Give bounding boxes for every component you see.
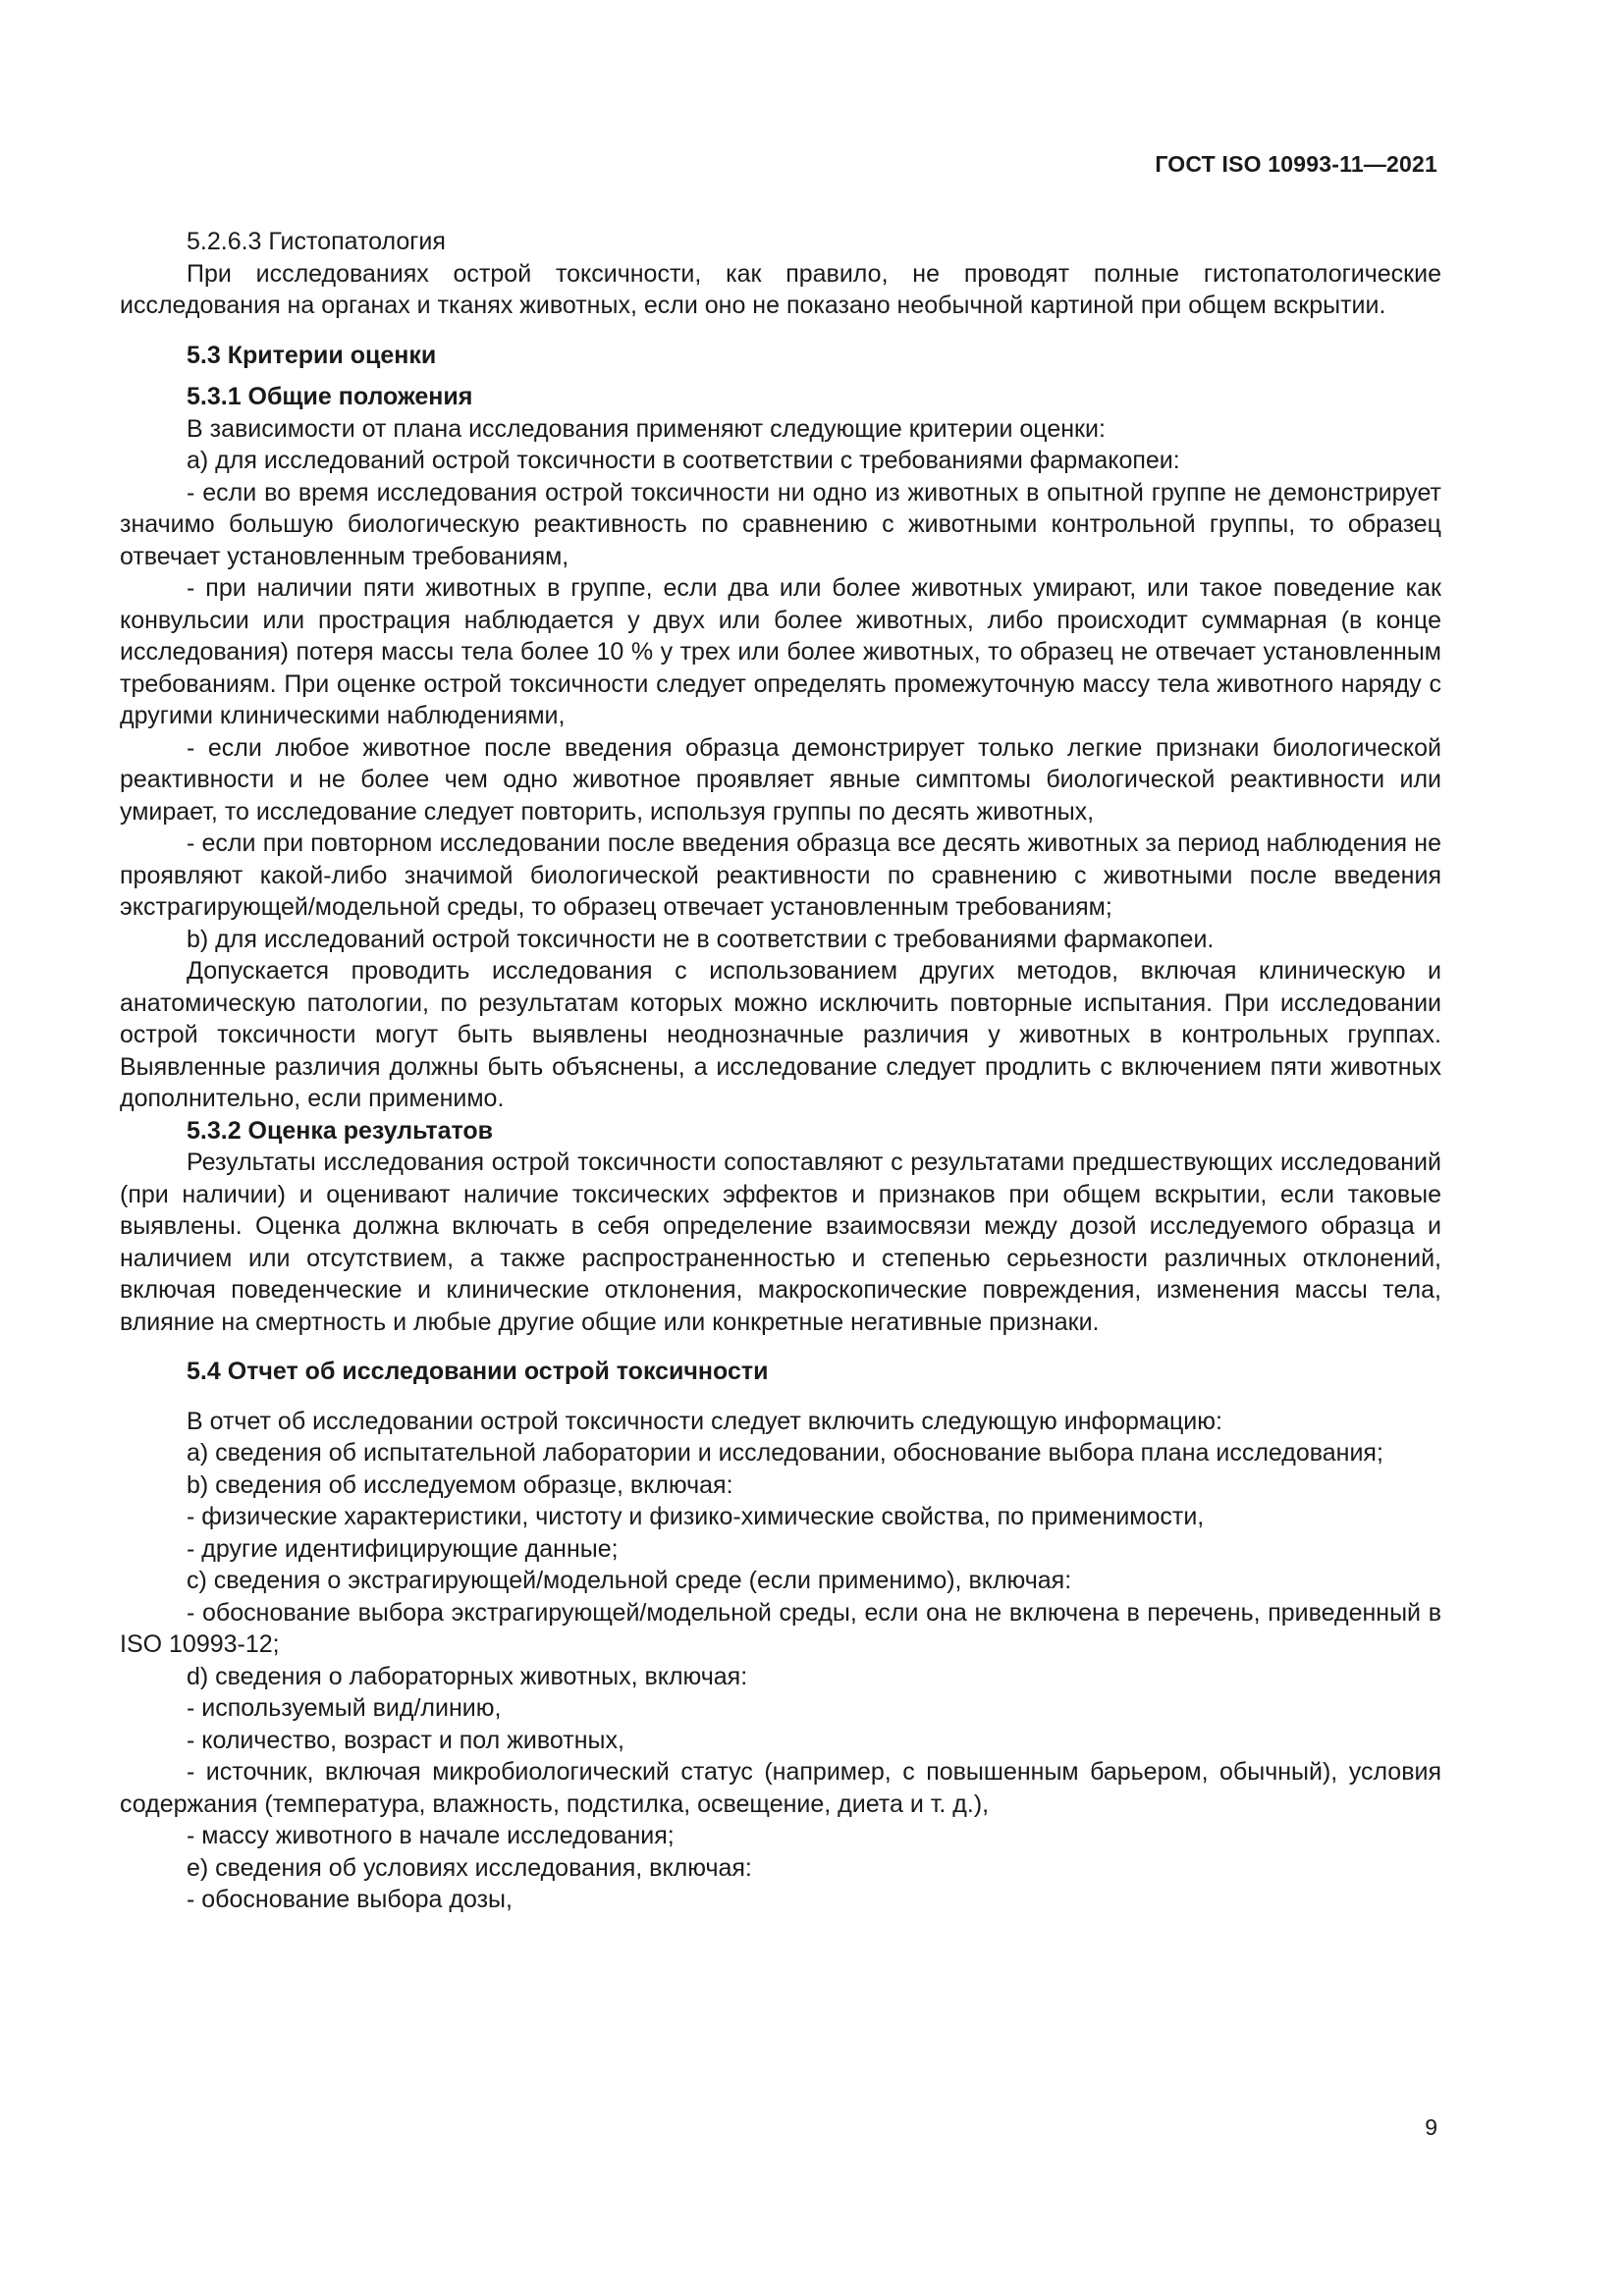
paragraph: В отчет об исследовании острой токсичности следует включить следующую информацию: xyxy=(187,1407,1222,1435)
paragraph: Результаты исследования острой токсичности сопоставляют с результатами предшествующих исследований (при наличии) и оценивают наличие токсических эффектов и признаков при общем вскрытии, если таковые выявлены. Оценка должна включать в себя определение взаимосвязи между дозой исследуемого образца и наличием или отсутствием, а также распространенностью и степенью серьезности различных отклонений, включая поведенческие и клинические отклонения, макроскопические повреждения, изменения массы тела, влияние на смертность и любые другие общие или конкретные негативные признаки. xyxy=(120,1148,1441,1336)
list-item: - другие идентифицирующие данные; xyxy=(187,1534,619,1563)
list-item: - физические характеристики, чистоту и физико-химические свойства, по применимости, xyxy=(187,1503,1205,1530)
page-number: 9 xyxy=(1425,2114,1437,2140)
list-item: d) сведения о лабораторных животных, включая: xyxy=(187,1662,748,1690)
list-item: - количество, возраст и пол животных, xyxy=(187,1726,624,1754)
list-item: b) сведения об исследуемом образце, включая: xyxy=(187,1470,733,1499)
list-item: - массу животного в начале исследования; xyxy=(187,1822,675,1849)
list-item: - источник, включая микробиологический статус (например, с повышенным барьером, обычный), условия содержания (температура, влажность, подстилка, освещение, диета и т. д.), xyxy=(120,1758,1441,1818)
section-5-4-title: 5.4 Отчет об исследовании острой токсичности xyxy=(187,1358,769,1385)
list-item: - если во время исследования острой токсичности ни одно из животных в опытной группе не демонстрирует значимо большую биологическую реактивность по сравнению с животными контрольной группы, то образец отвечает установленным требованиям, xyxy=(120,478,1441,570)
section-5-3-title: 5.3 Критерии оценки xyxy=(187,341,437,369)
list-item: a) сведения об испытательной лаборатории и исследовании, обоснование выбора плана исследования; xyxy=(187,1439,1383,1467)
list-item: b) для исследований острой токсичности не в соответствии с требованиями фармакопеи. xyxy=(187,925,1215,953)
list-item: - если при повторном исследовании после введения образца все десять животных за период наблюдения не проявляют какой-либо значимой биологической реактивности по сравнению с животными после введения экстрагирующей/модельной среды, то образец отвечает установленным требованиям; xyxy=(120,829,1441,921)
section-5-3-1-title: 5.3.1 Общие положения xyxy=(187,383,473,410)
list-item: e) сведения об условиях исследования, включая: xyxy=(187,1853,752,1882)
document-code: ГОСТ ISO 10993-11—2021 xyxy=(1155,151,1437,177)
section-5-3-2-title: 5.3.2 Оценка результатов xyxy=(187,1116,494,1145)
list-item: - используемый вид/линию, xyxy=(187,1694,502,1722)
list-item: - обоснование выбора дозы, xyxy=(187,1886,513,1913)
list-item: - если любое животное после введения образца демонстрирует только легкие признаки биологической реактивности и не более чем одно животное проявляет явные симптомы биологической реактивности или умирает, то исследование следует повторить, используя группы по десять животных, xyxy=(120,733,1441,826)
paragraph: В зависимости от плана исследования применяют следующие критерии оценки: xyxy=(187,414,1106,443)
document-body xyxy=(120,226,1441,1916)
paragraph: Допускается проводить исследования с использованием других методов, включая клиническую и анатомическую патологии, по результатам которых можно исключить повторные испытания. При исследовании острой токсичности могут быть выявлены неоднозначные различия у животных в контрольных группах. Выявленные различия должны быть объяснены, а исследование следует продлить с включением пяти животных дополнительно, если применимо. xyxy=(120,957,1441,1112)
paragraph: При исследованиях острой токсичности, как правило, не проводят полные гистопатологические исследования на органах и тканях животных, если оно не показано необычной картиной при общем вскрытии. xyxy=(120,259,1441,319)
list-item: - при наличии пяти животных в группе, если два или более животных умирают, или такое поведение как конвульсии или прострация наблюдается у двух или более животных, либо происходит суммарная (в конце исследования) потеря массы тела более 10 % у трех или более животных, то образец не отвечает установленным требованиям. При оценке острой токсичности следует определять промежуточную массу тела животного наряду с другими клиническими наблюдениями, xyxy=(120,574,1441,729)
list-item: a) для исследований острой токсичности в соответствии с требованиями фармакопеи: xyxy=(187,447,1180,474)
section-5-2-6-3-title: 5.2.6.3 Гистопатология xyxy=(187,228,446,255)
list-item: c) сведения о экстрагирующей/модельной среде (если применимо), включая: xyxy=(187,1567,1072,1594)
list-item: - обоснование выбора экстрагирующей/модельной среды, если она не включена в перечень, приведенный в ISO 10993-12; xyxy=(120,1598,1441,1658)
